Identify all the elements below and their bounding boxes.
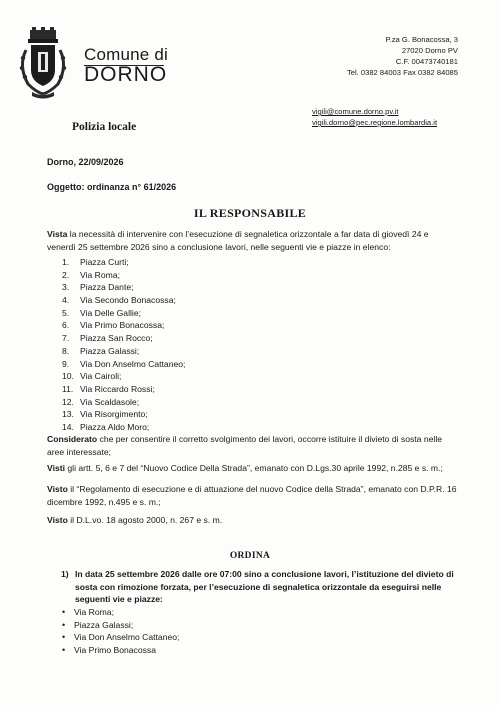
visto-label: Visto [47,515,68,525]
document-date: Dorno, 22/09/2026 [47,157,124,167]
visto-label: Visto [47,484,68,494]
street-number: 13. [62,409,74,420]
street-name: Via Cairoli; [80,371,122,382]
street-list-item [62,269,185,282]
street-list-item [62,383,185,396]
municipality-prefix: Comune di [84,45,169,64]
street-name: Piazza Aldo Moro; [80,421,150,432]
street-name: Piazza San Rocco; [80,333,153,344]
visto-regolamento-paragraph [47,483,459,508]
street-name: Piazza Dante; [80,282,134,293]
ordina-street-name: Via Roma; [74,607,114,617]
visto-dlvo-text: il D.L.vo. 18 agosto 2000, n. 267 e s. m. [67,515,223,525]
ordina-street-name: Piazza Galassi; [74,619,134,630]
ordina-item-number: 1) [61,569,69,579]
street-number: 6. [62,320,70,331]
street-list-item [62,408,185,421]
visti-paragraph [47,462,459,475]
ordina-street-name: Via Primo Bonacossa [74,645,157,656]
considerato-label: Considerato [47,434,98,444]
street-list-item [62,294,185,307]
street-number: 7. [62,333,70,344]
visto-regolamento-text: il “Regolamento di esecuzione e di attuazione del nuovo Codice della Strada”, emanato con D.P.R. 16 dicembre 1992, n.495 e s. m.; [47,484,457,507]
street-number: 10. [62,371,74,382]
bullet-icon: • [62,607,66,617]
email-link-pec[interactable]: vigili.dorno@pec.regione.lombardia.it [312,118,438,127]
address-line: P.za G. Bonacossa, 3 [385,35,458,44]
municipality-name-block [84,46,168,86]
address-line: C.F. 00473740181 [395,57,458,66]
visti-label: Visti [47,463,65,473]
considerato-paragraph [47,433,459,458]
street-list-item [62,256,185,269]
email-link-vigili[interactable]: vigili@comune.dorno.pv.it [312,107,399,116]
street-list-item [62,319,185,332]
municipality-name: DORNO [84,63,168,86]
ordina-street-item [62,631,179,644]
street-name: Piazza Galassi; [80,345,140,356]
ordina-street-item [62,606,179,619]
street-name: Via Delle Gallie; [80,307,141,318]
street-name: Via Risorgimento; [80,409,148,420]
street-number: 2. [62,269,70,280]
ordina-streets-list [62,606,179,657]
document-subject: Oggetto: ordinanza n° 61/2026 [47,182,177,192]
ordina-item [61,568,461,606]
visto-dlvo-paragraph [47,514,459,527]
street-list-item [62,358,185,371]
bullet-icon: • [62,619,66,630]
street-name: Via Riccardo Rossi; [80,383,155,394]
bullet-icon: • [62,632,66,643]
street-number: 3. [62,282,70,293]
street-list-item [62,307,185,320]
street-number: 1. [62,257,70,267]
office-name: Polizia locale [72,121,137,133]
street-number: 5. [62,307,70,318]
vista-text: la necessità di intervenire con l’esecuzione di segnaletica orizzontale a far data di giovedì 24 e venerdì 25 settembre 2026 sino a conclusione lavori, nelle seguenti vie e piazze in elenco: [47,229,429,252]
street-list-item [62,370,185,383]
street-name: Via Scaldasole; [80,396,140,407]
streets-list [62,256,185,434]
street-list-item [62,281,185,294]
street-number: 9. [62,358,70,369]
street-name: Via Don Anselmo Cattaneo; [80,358,186,369]
street-list-item [62,396,185,409]
vista-paragraph [47,228,459,253]
address-line: Tel. 0382 84003 Fax 0382 84085 [346,68,458,77]
street-list-item [62,332,185,345]
contact-emails [312,106,437,128]
street-name: Piazza Curti; [80,257,129,267]
municipality-address [347,34,458,78]
bullet-icon: • [62,645,66,656]
vista-label: Vista [47,229,68,239]
ordina-heading: ORDINA [229,551,271,561]
street-number: 4. [62,295,70,306]
ordina-street-name: Via Don Anselmo Cattaneo; [74,632,180,643]
document-title: IL RESPONSABILE [193,206,307,220]
street-number: 11. [62,383,74,394]
ordina-item-text: In data 25 settembre 2026 dalle ore 07:00 sino a conclusione lavori, l’istituzione del divieto di sosta con rimozione forzata, per l’esecuzione di segnaletica orizzontale da eseguirsi nelle seguenti vie e piazze: [75,569,454,604]
municipality-divider [84,65,164,66]
street-name: Via Roma; [80,269,120,280]
ordina-street-item [62,619,179,632]
street-list-item [62,421,185,434]
street-name: Via Secondo Bonacossa; [80,295,176,306]
ordina-street-item [62,644,179,657]
address-line: 27020 Dorno PV [401,46,458,55]
street-number: 8. [62,345,70,356]
street-name: Via Primo Bonacossa; [80,320,165,331]
visti-text: gli artt. 5, 6 e 7 del “Nuovo Codice Della Strada”, emanato con D.Lgs.30 aprile 1992, n.285 e s. m.; [65,463,443,473]
street-number: 14. [62,421,74,432]
street-number: 12. [62,396,74,407]
considerato-text: che per consentire il corretto svolgimento dei lavori, occorre istituire il divieto di sosta nelle aree interessate; [47,434,443,457]
street-list-item [62,345,185,358]
coat-of-arms-logo [14,26,72,100]
